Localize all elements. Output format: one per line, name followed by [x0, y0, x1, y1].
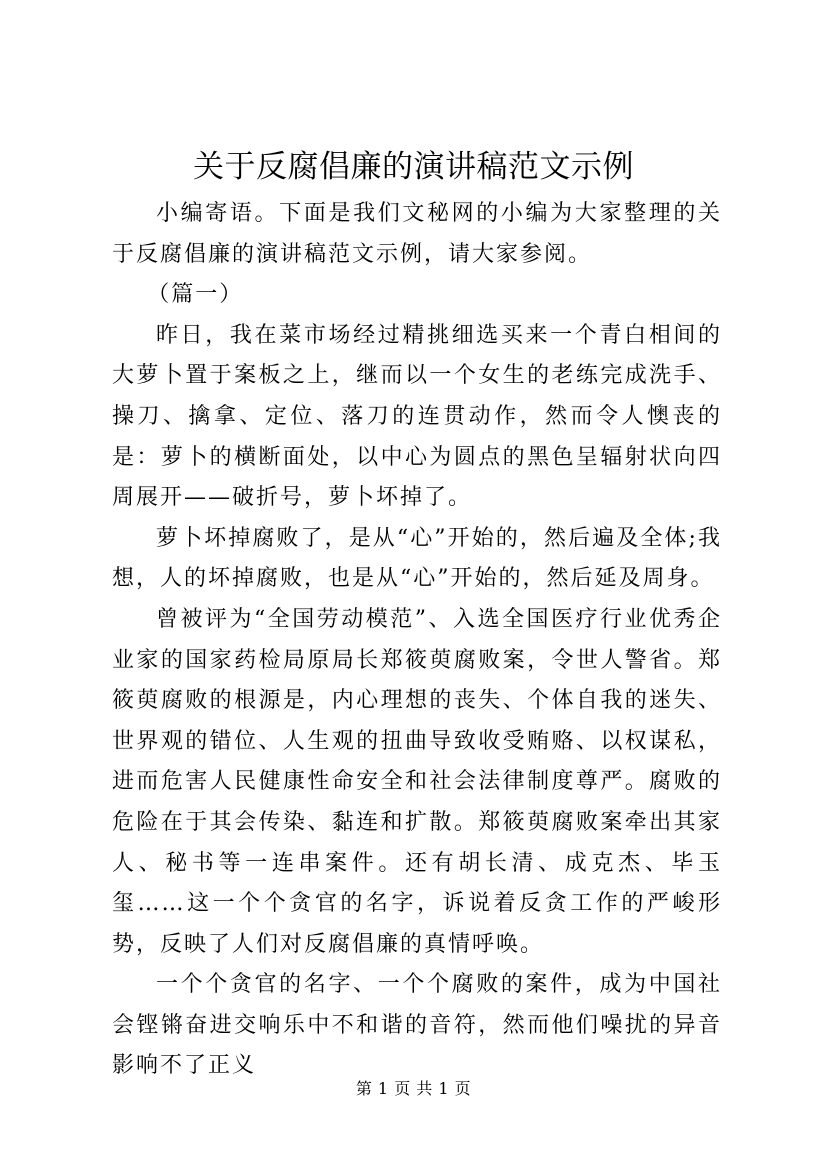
paragraph-corrupt-officials: 一个个贪官的名字、一个个腐败的案件，成为中国社会铿锵奋进交响乐中不和谐的音符，然而他们噪扰的异音影响不了正义	[112, 972, 722, 1079]
paragraph-corruption-heart: 萝卜坏掉腐败了，是从“心”开始的，然后遍及全体;我想，人的坏掉腐败，也是从“心”开始的，然后延及周身。	[112, 525, 722, 592]
paragraph-zheng-case: 曾被评为“全国劳动模范”、入选全国医疗行业优秀企业家的国家药检局原局长郑筱萸腐败案，令世人警省。郑筱萸腐败的根源是，内心理想的丧失、个体自我的迷失、世界观的错位、人生观的扭曲导致收受贿赂、以权谋私，进而危害人民健康性命安全和社会法律制度尊严。腐败的危险在于其会传染、黏连和扩散。郑筱萸腐败案牵出其家人、秘书等一连串案件。还有胡长清、成克杰、毕玉玺……这一个个贪官的名字，诉说着反贪工作的严峻形势，反映了人们对反腐倡廉的真情呼唤。	[112, 606, 722, 957]
paragraph-intro: 小编寄语。下面是我们文秘网的小编为大家整理的关于反腐倡廉的演讲稿范文示例，请大家参阅。	[112, 201, 722, 267]
document-title: 关于反腐倡廉的演讲稿范文示例	[193, 149, 634, 185]
section-heading: （篇一）	[147, 282, 244, 308]
document-body	[112, 194, 722, 1087]
paragraph-radish-story: 昨日，我在菜市场经过精挑细选买来一个青白相间的大萝卜置于案板之上，继而以一个女生的老练完成洗手、操刀、擒拿、定位、落刀的连贯动作，然而令人懊丧的是：萝卜的横断面处，以中心为圆点的黑色呈辐射状向四周展开——破折号，萝卜坏掉了。	[112, 322, 722, 511]
page-number: 第 1 页 共 1 页	[355, 1079, 472, 1098]
